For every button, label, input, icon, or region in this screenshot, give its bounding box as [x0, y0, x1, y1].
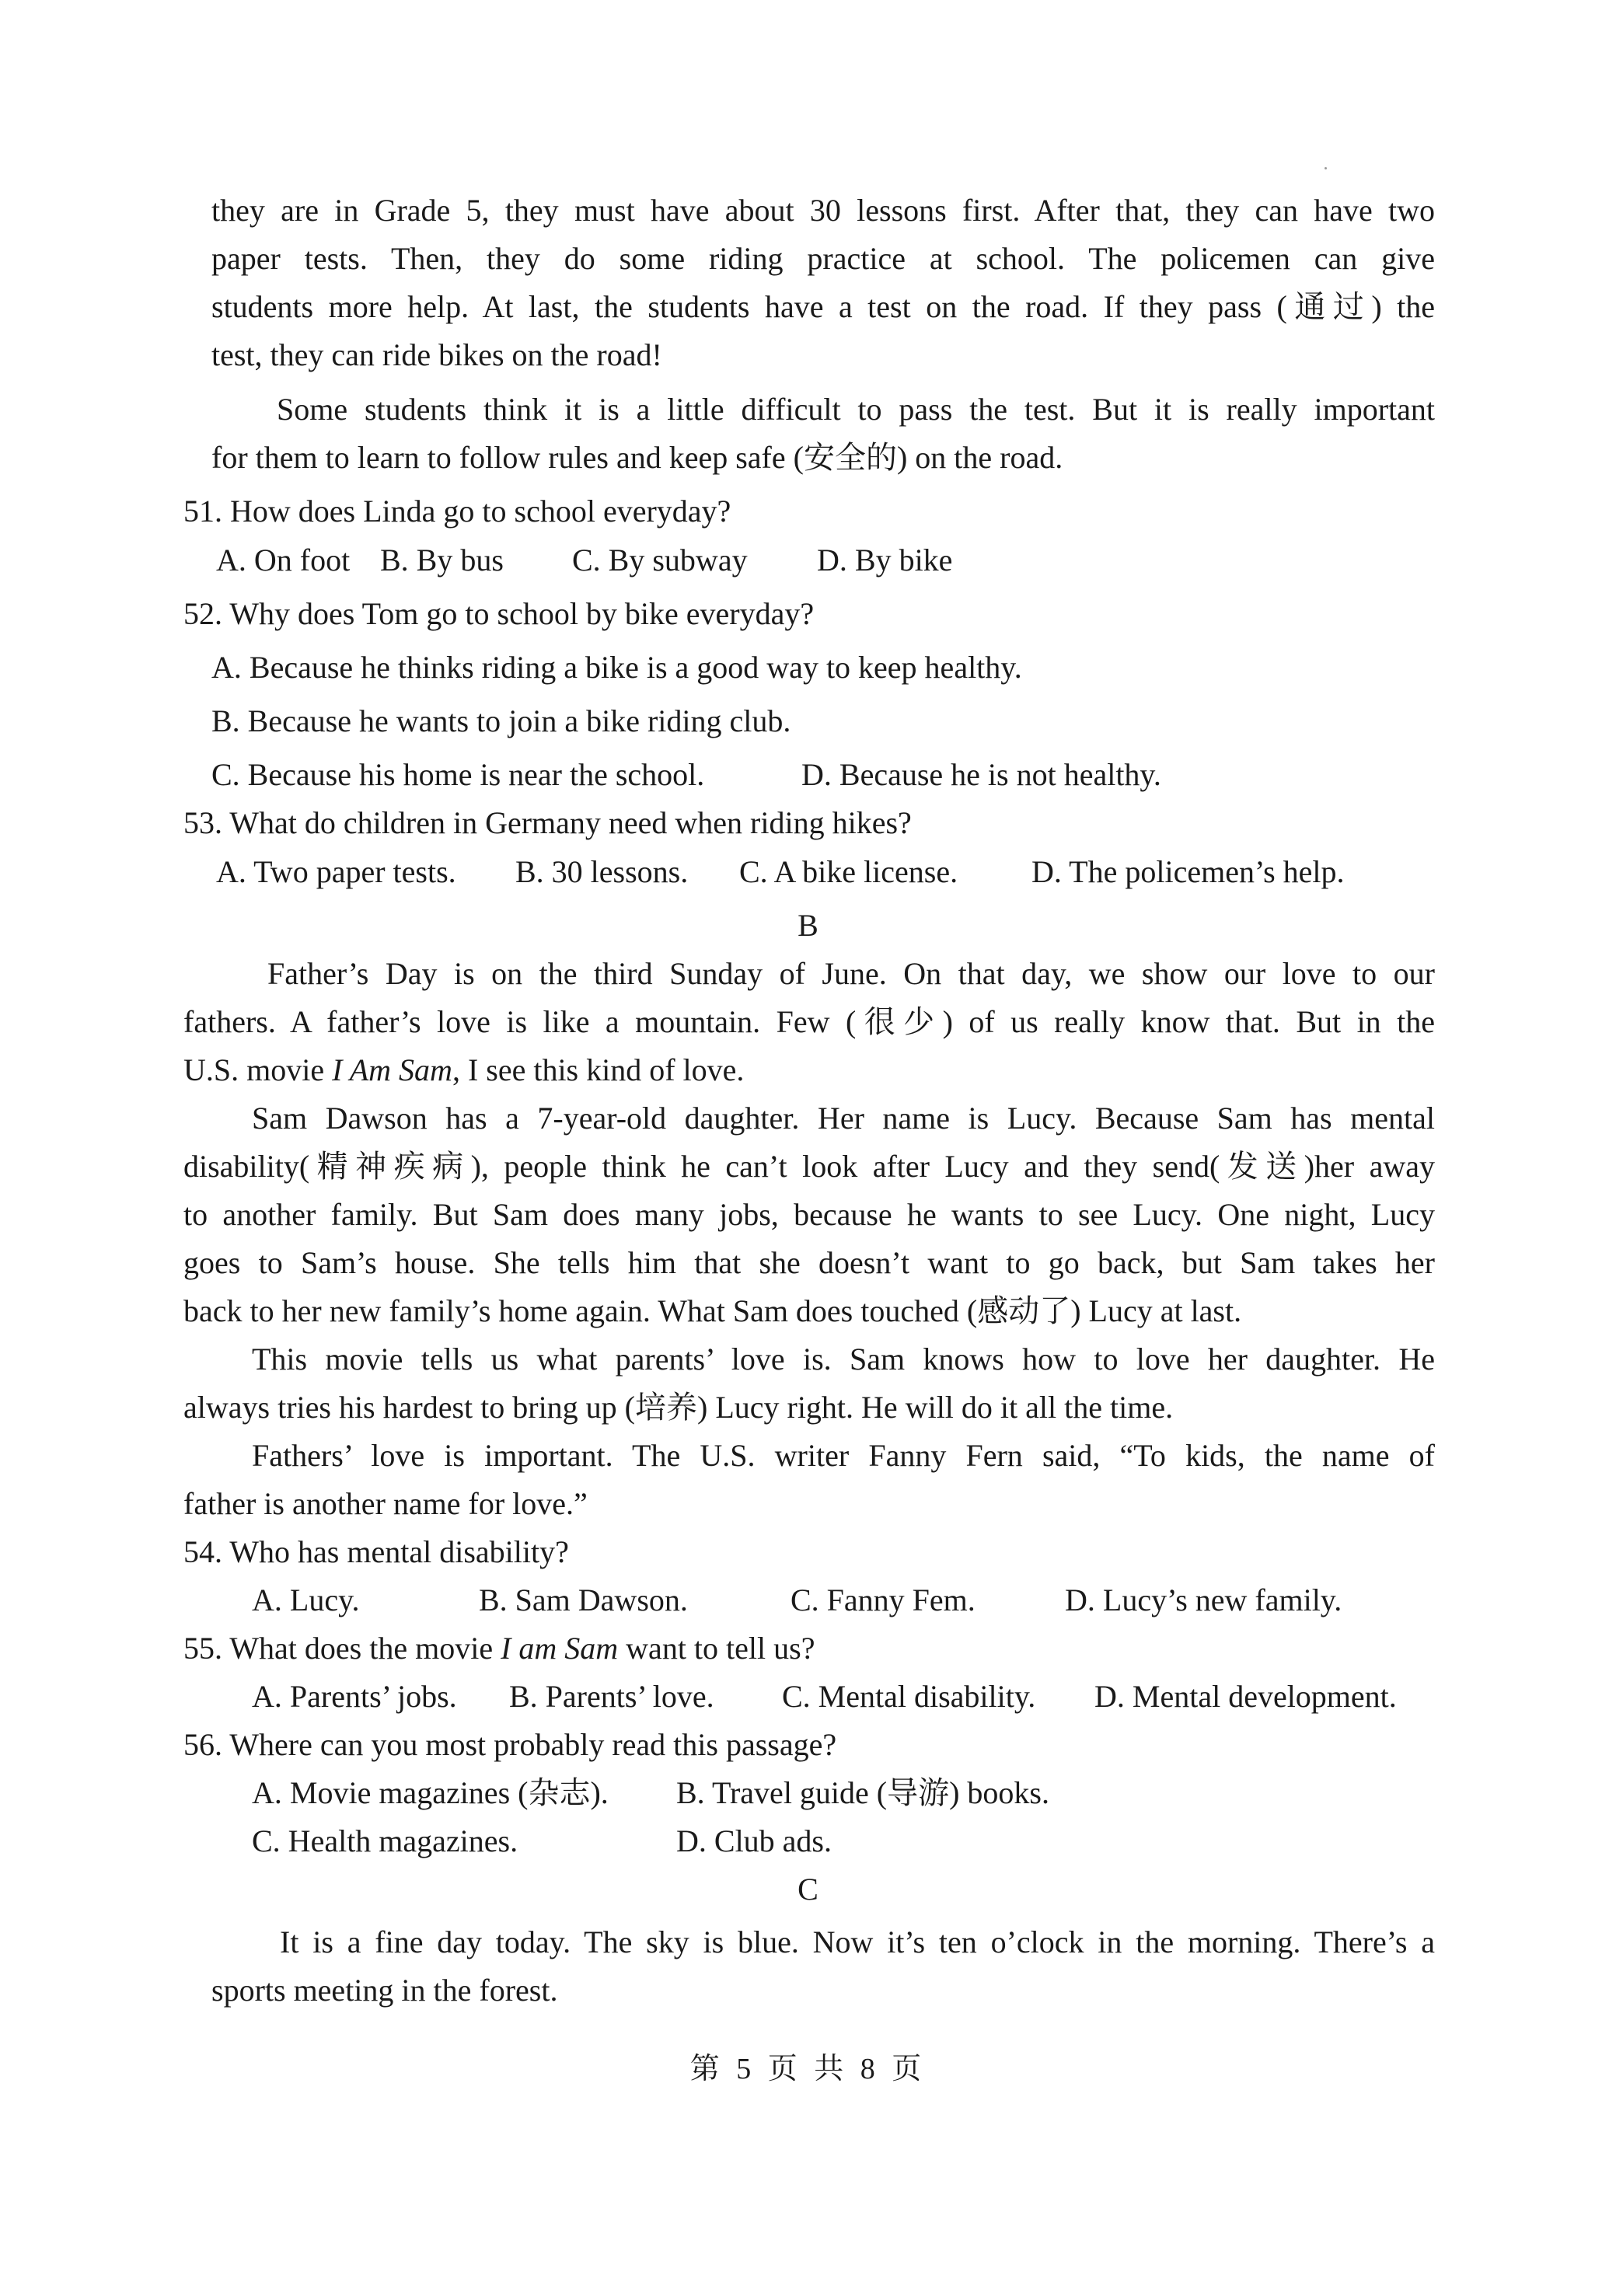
- passage-line: for them to learn to follow rules and keep safe (安全的) on the road.: [211, 440, 1063, 475]
- movie-title: I am Sam: [501, 1631, 619, 1666]
- movie-title: I Am Sam: [332, 1052, 452, 1087]
- passage-line: disability(精神疾病), people think he can’t look after Lucy and they send(发送)her away: [183, 1149, 1435, 1184]
- passage-line: [183, 1046, 744, 1094]
- option-52d: D. Because he is not healthy.: [801, 757, 1161, 792]
- section-heading-b: B: [798, 908, 818, 943]
- passage-line: Fathers’ love is important. The U.S. writer Fanny Fern said, “To kids, the name of: [252, 1438, 1435, 1473]
- passage-line: back to her new family’s home again. What Sam does touched (感动了) Lucy at last.: [183, 1293, 1242, 1328]
- passage-line: Some students think it is a little difficult to pass the test. But it is really important: [277, 392, 1435, 427]
- option-54d: D. Lucy’s new family.: [1065, 1582, 1342, 1617]
- option-55a: A. Parents’ jobs.: [252, 1679, 457, 1714]
- passage-line: students more help. At last, the students have a test on the road. If they pass (通过) the: [211, 289, 1435, 324]
- option-55b: B. Parents’ love.: [509, 1679, 714, 1714]
- option-51d: D. By bike: [817, 543, 953, 577]
- option-53c: C. A bike license.: [739, 854, 958, 889]
- passage-line: This movie tells us what parents’ love is. Sam knows how to love her daughter. He: [252, 1342, 1435, 1377]
- option-56a: A. Movie magazines (杂志).: [252, 1775, 609, 1810]
- passage-line: Sam Dawson has a 7-year-old daughter. Her name is Lucy. Because Sam has mental: [252, 1101, 1435, 1136]
- option-56b: B. Travel guide (导游) books.: [676, 1775, 1049, 1810]
- option-52b: B. Because he wants to join a bike riding club.: [211, 703, 791, 738]
- option-53a: A. Two paper tests.: [216, 854, 456, 889]
- option-52c: C. Because his home is near the school.: [211, 757, 705, 792]
- option-55d: D. Mental development.: [1094, 1679, 1397, 1714]
- passage-text: , I see this kind of love.: [452, 1052, 745, 1087]
- passage-line: It is a fine day today. The sky is blue. Now it’s ten o’clock in the morning. There’s a: [280, 1924, 1435, 1959]
- passage-line: to another family. But Sam does many jobs, because he wants to see Lucy. One night, Lucy: [183, 1197, 1435, 1232]
- passage-line: always tries his hardest to bring up (培养) Lucy right. He will do it all the time.: [183, 1390, 1174, 1425]
- scan-speck: [1325, 167, 1327, 169]
- passage-line: they are in Grade 5, they must have about 30 lessons first. After that, they can have two: [211, 193, 1435, 228]
- question-55: [183, 1624, 815, 1673]
- option-54a: A. Lucy.: [252, 1582, 360, 1617]
- question-51: 51. How does Linda go to school everyday?: [183, 494, 731, 529]
- question-56: 56. Where can you most probably read this passage?: [183, 1727, 837, 1762]
- option-54b: B. Sam Dawson.: [479, 1582, 688, 1617]
- option-56c: C. Health magazines.: [252, 1823, 518, 1858]
- passage-line: father is another name for love.”: [183, 1486, 588, 1521]
- option-53d: D. The policemen’s help.: [1031, 854, 1345, 889]
- question-53: 53. What do children in Germany need when riding hikes?: [183, 805, 912, 840]
- option-53b: B. 30 lessons.: [515, 854, 689, 889]
- option-56d: D. Club ads.: [676, 1823, 832, 1858]
- option-52a: A. Because he thinks riding a bike is a good way to keep healthy.: [211, 650, 1022, 685]
- option-51a: A. On foot: [216, 543, 351, 577]
- passage-text: U.S. movie: [183, 1052, 333, 1087]
- option-51c: C. By subway: [572, 543, 748, 577]
- option-54c: C. Fanny Fem.: [791, 1582, 976, 1617]
- page-number-footer: 第 5 页 共 8 页: [689, 2053, 927, 2085]
- question-text: 55. What does the movie: [183, 1631, 501, 1666]
- passage-line: test, they can ride bikes on the road!: [211, 337, 662, 372]
- section-heading-c: C: [798, 1872, 818, 1907]
- option-51b: B. By bus: [380, 543, 504, 577]
- question-54: 54. Who has mental disability?: [183, 1534, 569, 1569]
- passage-line: fathers. A father’s love is like a mountain. Few (很少) of us really know that. But in the: [183, 1004, 1435, 1039]
- passage-line: sports meeting in the forest.: [211, 1973, 558, 2008]
- passage-line: Father’s Day is on the third Sunday of June. On that day, we show our love to our: [267, 956, 1435, 991]
- passage-line: paper tests. Then, they do some riding practice at school. The policemen can give: [211, 241, 1435, 276]
- passage-line: goes to Sam’s house. She tells him that she doesn’t want to go back, but Sam takes her: [183, 1245, 1435, 1280]
- question-text: want to tell us?: [618, 1631, 815, 1666]
- question-52: 52. Why does Tom go to school by bike everyday?: [183, 596, 815, 631]
- option-55c: C. Mental disability.: [782, 1679, 1036, 1714]
